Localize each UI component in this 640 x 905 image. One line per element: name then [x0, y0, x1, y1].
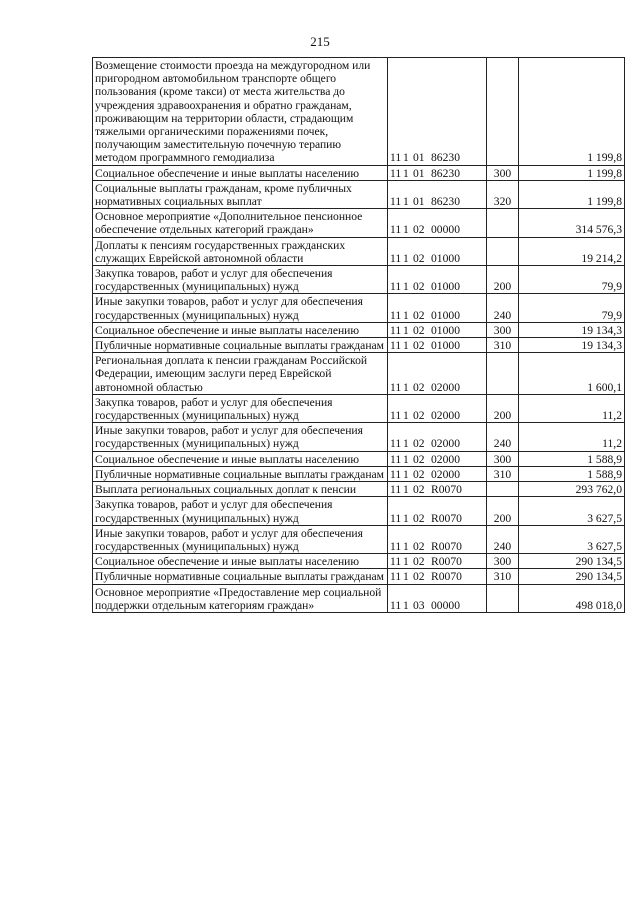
classification-code: [388, 294, 487, 322]
code-part-3: 02: [413, 251, 425, 265]
code-part-2: 1: [403, 380, 409, 394]
row-name: Основное мероприятие «Предоставление мер социальной поддержки отдельным категориям граждан»: [93, 584, 388, 612]
classification-code: [388, 525, 487, 553]
classification-code: [388, 209, 487, 237]
classification-code: [388, 180, 487, 208]
table-row: [93, 466, 625, 481]
code-part-2: 1: [403, 483, 409, 497]
code-part-4: 86230: [431, 151, 460, 165]
budget-table: [92, 57, 625, 613]
table-row: [93, 165, 625, 180]
code-part-3: 02: [413, 452, 425, 466]
amount: 19 214,2: [519, 237, 625, 265]
classification-code: [388, 554, 487, 569]
code-part-2: 1: [403, 308, 409, 322]
table-row: [93, 554, 625, 569]
table-row: [93, 237, 625, 265]
amount: 498 018,0: [519, 584, 625, 612]
classification-code: [388, 423, 487, 451]
row-name: Основное мероприятие «Дополнительное пенсионное обеспечение отдельных категорий граждан»: [93, 209, 388, 237]
classification-code: [388, 482, 487, 497]
classification-code: [388, 466, 487, 481]
code-part-3: 02: [413, 409, 425, 423]
code-part-4: 02000: [431, 437, 460, 451]
expense-type-code: 300: [487, 554, 519, 569]
row-name: Социальное обеспечение и иные выплаты населению: [93, 451, 388, 466]
amount: 1 199,8: [519, 180, 625, 208]
amount: 1 588,9: [519, 466, 625, 481]
code-part-4: R0070: [431, 511, 462, 525]
amount: 314 576,3: [519, 209, 625, 237]
amount: 293 762,0: [519, 482, 625, 497]
code-part-4: 00000: [431, 223, 460, 237]
code-part-2: 1: [403, 539, 409, 553]
code-part-2: 1: [403, 555, 409, 569]
expense-type-code: 310: [487, 338, 519, 353]
amount: 3 627,5: [519, 525, 625, 553]
code-part-4: 86230: [431, 166, 460, 180]
code-part-1: 11: [390, 598, 402, 612]
code-part-2: 1: [403, 452, 409, 466]
table-row: [93, 451, 625, 466]
row-name: Социальные выплаты гражданам, кроме публичных нормативных социальных выплат: [93, 180, 388, 208]
row-name: Иные закупки товаров, работ и услуг для обеспечения государственных (муниципальных) нужд: [93, 294, 388, 322]
amount: 1 199,8: [519, 58, 625, 166]
expense-type-code: 240: [487, 423, 519, 451]
row-name: Закупка товаров, работ и услуг для обеспечения государственных (муниципальных) нужд: [93, 266, 388, 294]
code-part-3: 02: [413, 467, 425, 481]
row-name: Социальное обеспечение и иные выплаты населению: [93, 165, 388, 180]
code-part-2: 1: [403, 280, 409, 294]
code-part-3: 02: [413, 539, 425, 553]
amount: 19 134,3: [519, 322, 625, 337]
classification-code: [388, 266, 487, 294]
code-part-2: 1: [403, 195, 409, 209]
table-row: [93, 497, 625, 525]
code-part-3: 02: [413, 280, 425, 294]
code-part-4: R0070: [431, 555, 462, 569]
row-name: Публичные нормативные социальные выплаты гражданам: [93, 338, 388, 353]
code-part-1: 11: [390, 195, 402, 209]
code-part-4: 01000: [431, 251, 460, 265]
code-part-4: R0070: [431, 570, 462, 584]
code-part-4: 02000: [431, 380, 460, 394]
code-part-3: 02: [413, 380, 425, 394]
classification-code: [388, 497, 487, 525]
expense-type-code: 240: [487, 294, 519, 322]
classification-code: [388, 569, 487, 584]
table-row: [93, 569, 625, 584]
classification-code: [388, 322, 487, 337]
code-part-1: 11: [390, 223, 402, 237]
code-part-1: 11: [390, 452, 402, 466]
page-number: 215: [310, 34, 330, 49]
code-part-4: 86230: [431, 195, 460, 209]
code-part-2: 1: [403, 223, 409, 237]
row-name: Закупка товаров, работ и услуг для обеспечения государственных (муниципальных) нужд: [93, 394, 388, 422]
table-row: [93, 294, 625, 322]
code-part-1: 11: [390, 511, 402, 525]
code-part-3: 02: [413, 570, 425, 584]
expense-type-code: [487, 58, 519, 166]
code-part-3: 02: [413, 308, 425, 322]
classification-code: [388, 237, 487, 265]
code-part-1: 11: [390, 151, 402, 165]
code-part-4: 01000: [431, 323, 460, 337]
classification-code: [388, 338, 487, 353]
code-part-2: 1: [403, 251, 409, 265]
table-row: [93, 525, 625, 553]
code-part-3: 03: [413, 598, 425, 612]
classification-code: [388, 165, 487, 180]
code-part-1: 11: [390, 251, 402, 265]
code-part-3: 01: [413, 195, 425, 209]
code-part-1: 11: [390, 323, 402, 337]
amount: 79,9: [519, 294, 625, 322]
code-part-3: 02: [413, 437, 425, 451]
code-part-1: 11: [390, 437, 402, 451]
row-name: Иные закупки товаров, работ и услуг для обеспечения государственных (муниципальных) нужд: [93, 423, 388, 451]
classification-code: [388, 58, 487, 166]
row-name: Выплата региональных социальных доплат к пенсии: [93, 482, 388, 497]
code-part-1: 11: [390, 166, 402, 180]
expense-type-code: 200: [487, 497, 519, 525]
code-part-4: 00000: [431, 598, 460, 612]
code-part-2: 1: [403, 151, 409, 165]
expense-type-code: 320: [487, 180, 519, 208]
expense-type-code: 300: [487, 165, 519, 180]
code-part-3: 02: [413, 483, 425, 497]
code-part-4: R0070: [431, 539, 462, 553]
row-name: Доплаты к пенсиям государственных гражданских служащих Еврейской автономной области: [93, 237, 388, 265]
classification-code: [388, 584, 487, 612]
classification-code: [388, 353, 487, 395]
code-part-2: 1: [403, 467, 409, 481]
code-part-3: 02: [413, 511, 425, 525]
amount: 1 588,9: [519, 451, 625, 466]
amount: 79,9: [519, 266, 625, 294]
table-row: [93, 584, 625, 612]
code-part-4: 01000: [431, 280, 460, 294]
row-name: Публичные нормативные социальные выплаты гражданам: [93, 466, 388, 481]
table-row: [93, 482, 625, 497]
code-part-4: 02000: [431, 409, 460, 423]
expense-type-code: 310: [487, 569, 519, 584]
row-name: Закупка товаров, работ и услуг для обеспечения государственных (муниципальных) нужд: [93, 497, 388, 525]
row-name: Социальное обеспечение и иные выплаты населению: [93, 322, 388, 337]
expense-type-code: [487, 237, 519, 265]
row-name: Социальное обеспечение и иные выплаты населению: [93, 554, 388, 569]
code-part-3: 01: [413, 166, 425, 180]
code-part-4: 01000: [431, 339, 460, 353]
code-part-2: 1: [403, 409, 409, 423]
code-part-1: 11: [390, 467, 402, 481]
expense-type-code: 240: [487, 525, 519, 553]
code-part-1: 11: [390, 570, 402, 584]
code-part-2: 1: [403, 437, 409, 451]
code-part-1: 11: [390, 339, 402, 353]
table-row: [93, 423, 625, 451]
table-row: [93, 322, 625, 337]
table-row: [93, 338, 625, 353]
expense-type-code: 200: [487, 266, 519, 294]
classification-code: [388, 451, 487, 466]
amount: 19 134,3: [519, 338, 625, 353]
code-part-1: 11: [390, 539, 402, 553]
amount: 290 134,5: [519, 554, 625, 569]
code-part-2: 1: [403, 339, 409, 353]
row-name: Публичные нормативные социальные выплаты гражданам: [93, 569, 388, 584]
amount: 1 600,1: [519, 353, 625, 395]
expense-type-code: 310: [487, 466, 519, 481]
code-part-3: 02: [413, 223, 425, 237]
row-name: Возмещение стоимости проезда на междугородном или пригородном автомобильном транспорте общего пользования (кроме такси) от места жительства до учреждения здравоохранения и обратно гражданам, проживающим на территории области, страдающим тяжелыми органическими поражениями почек, получающим заместительную почечную терапию методом программного гемодиализа: [93, 58, 388, 166]
code-part-2: 1: [403, 570, 409, 584]
expense-type-code: 300: [487, 322, 519, 337]
code-part-1: 11: [390, 555, 402, 569]
code-part-1: 11: [390, 483, 402, 497]
code-part-2: 1: [403, 598, 409, 612]
code-part-4: R0070: [431, 483, 462, 497]
table-row: [93, 266, 625, 294]
expense-type-code: 200: [487, 394, 519, 422]
amount: 11,2: [519, 394, 625, 422]
code-part-3: 02: [413, 555, 425, 569]
code-part-1: 11: [390, 380, 402, 394]
code-part-4: 01000: [431, 308, 460, 322]
code-part-2: 1: [403, 166, 409, 180]
amount: 290 134,5: [519, 569, 625, 584]
table-row: [93, 180, 625, 208]
code-part-2: 1: [403, 323, 409, 337]
expense-type-code: [487, 482, 519, 497]
code-part-1: 11: [390, 308, 402, 322]
table-row: [93, 209, 625, 237]
expense-type-code: [487, 209, 519, 237]
expense-type-code: [487, 353, 519, 395]
code-part-4: 02000: [431, 452, 460, 466]
table-row: [93, 353, 625, 395]
row-name: Иные закупки товаров, работ и услуг для обеспечения государственных (муниципальных) нужд: [93, 525, 388, 553]
code-part-3: 02: [413, 339, 425, 353]
expense-type-code: [487, 584, 519, 612]
row-name: Региональная доплата к пенсии гражданам Российской Федерации, имеющим заслуги перед Еврейской автономной областью: [93, 353, 388, 395]
table-row: [93, 58, 625, 166]
code-part-3: 02: [413, 323, 425, 337]
table-row: [93, 394, 625, 422]
code-part-3: 01: [413, 151, 425, 165]
classification-code: [388, 394, 487, 422]
amount: 3 627,5: [519, 497, 625, 525]
amount: 1 199,8: [519, 165, 625, 180]
code-part-2: 1: [403, 511, 409, 525]
code-part-4: 02000: [431, 467, 460, 481]
expense-type-code: 300: [487, 451, 519, 466]
code-part-1: 11: [390, 409, 402, 423]
amount: 11,2: [519, 423, 625, 451]
code-part-1: 11: [390, 280, 402, 294]
